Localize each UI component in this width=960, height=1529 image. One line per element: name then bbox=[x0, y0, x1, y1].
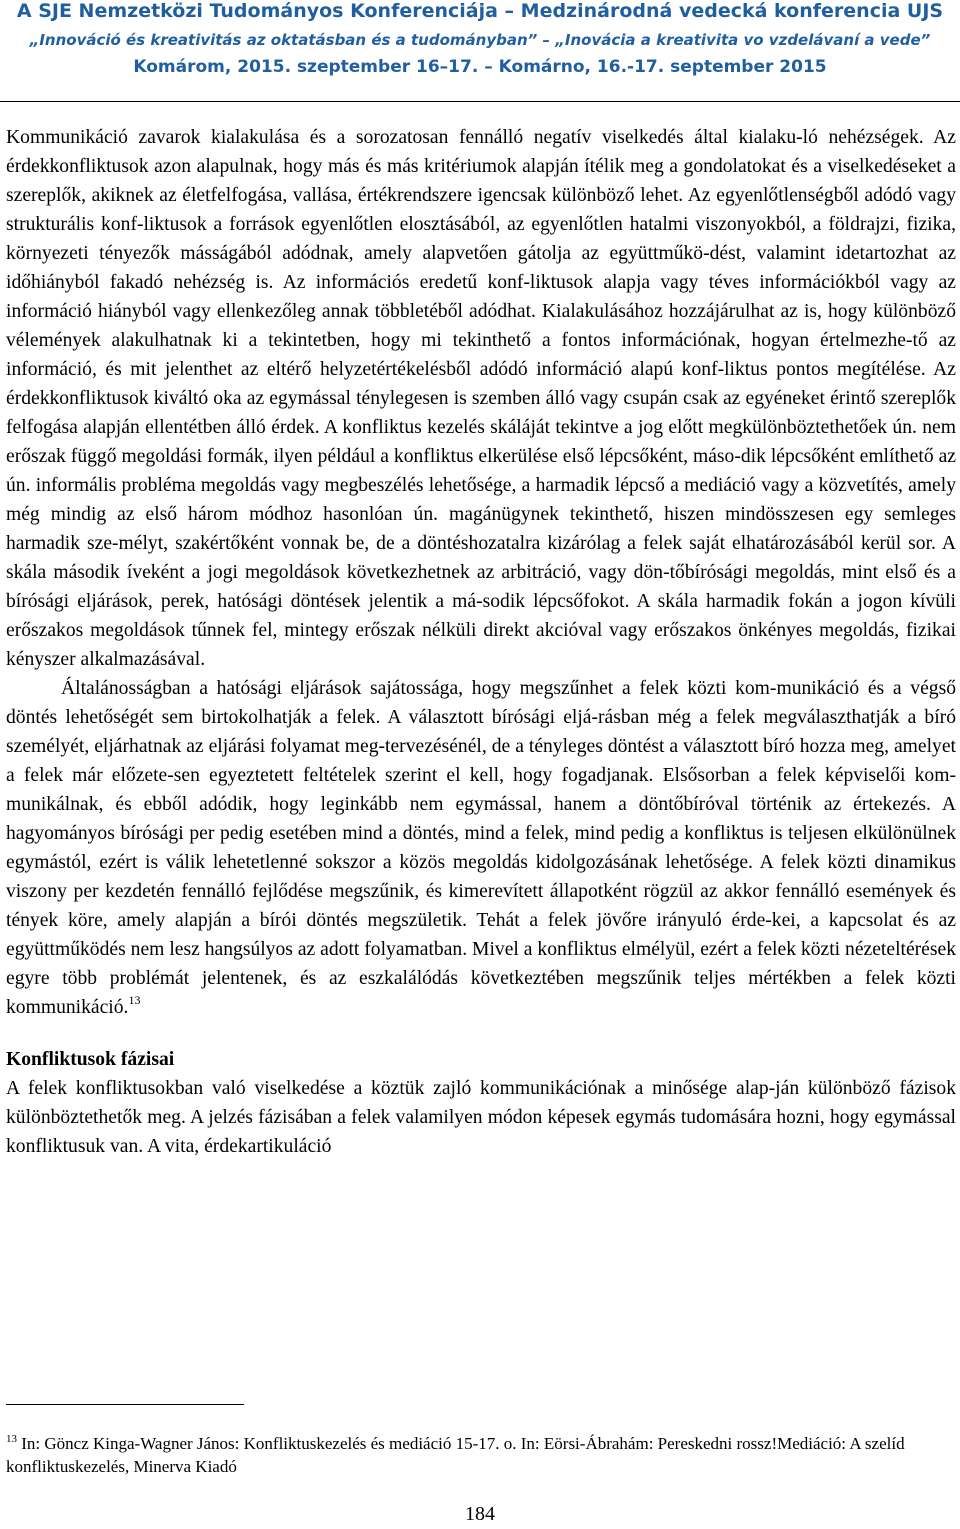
paragraph-1: Kommunikáció zavarok kialakulása és a sorozatosan fennálló negatív viselkedés által kialaku-ló nehézségek. Az érdekkonfliktusok azon alapulnak, hogy más és más kritériumok alapján ítélik meg a gondolatokat és a viselkedéseket a szereplők, akiknek az életfelfogása, vallása, értékrendszere igencsak különböző lehet. Az egyenlőtlenségből adódó vagy strukturális konf-liktusok a források egyenlőtlen elosztásából, az egyenlőtlen hatalmi viszonyokból, a földrajzi, fizika, környezeti tényezők másságából adódnak, amely alapvetően gátolja az együttműkö-dést, valamint idetartozhat az időhiányból fakadó nehézség is. Az információs eredetű konf-liktusok alapja vagy téves információkból vagy az információ hiányból vagy ellenkezőleg annak többletéből adódhat. Kialakulásához hozzájárulhat az is, hogy különböző vélemények alakulhatnak ki a tekintetben, hogy mi tekinthető a fontos információnak, hogyan értelmezhe-tő az információ, és mit jelenthet az eltérő helyzetértékelésből adódó információ alapú konf-liktus pontos megítélése. Az érdekkonfliktusok kiváltó oka az egymással ténylegesen is szemben álló vagy csupán csak az egyéneket érintő szereplők felfogása alapján ellentétben álló érdek. A konfliktus kezelés skáláját tekintve a jog előtt megkülönböztethetőek ún. nem erőszak függő megoldási formák, ilyen például a konfliktus elkerülése első lépcsőként, máso-dik lépcsőként említhető az ún. informális probléma megoldás vagy megbeszélés lehetősége, a harmadik lépcső a mediáció vagy a közvetítés, amely még mindig az első három módhoz hasonlóan ún. magánügynek tekinthető, hiszen mindösszesen egy semleges harmadik sze-mélyt, szakértőként vonnak be, de a döntéshozatalra kizárólag a felek saját elhatározásából kerül sor. A skála második íveként a jogi megoldások következhetnek az arbitráció, vagy dön-tőbírósági megoldás, mint első és a bírósági eljárások, perek, hatósági döntések jelentik a má-sodik lépcsőfokot. A skála harmadik fokán a jogon kívüli erőszakos megoldások tűnnek fel, mintegy erőszak nélküli direkt akcióval vagy erőszakos önkényes megoldás, fizikai kényszer alkalmazásával. bbox=[6, 127, 956, 670]
main-text bbox=[6, 123, 956, 1161]
footnote-text: In: Göncz Kinga-Wagner János: Konfliktuskezelés és mediáció 15-17. o. In: Eörsi-Ábrahám: Pereskedni rossz!Mediáció: A szelíd konfliktuskezelés, Minerva Kiadó bbox=[6, 1434, 905, 1476]
conference-header bbox=[0, 0, 960, 104]
paragraph-2 bbox=[6, 674, 956, 1022]
section-heading: Konfliktusok fázisai bbox=[6, 1049, 175, 1070]
conference-theme: „Innováció és kreativitás az oktatásban és a tudományban” – „Inovácia a kreativita vo vzdelávaní a vede” bbox=[29, 31, 931, 49]
footnote bbox=[6, 1432, 956, 1478]
footnote-divider bbox=[6, 1404, 244, 1405]
conference-title: A SJE Nemzetközi Tudományos Konferenciája – Medzinárodná vedecká konferencia UJS bbox=[16, 0, 944, 22]
page-number: 184 bbox=[465, 1503, 495, 1525]
footnote-number: 13 bbox=[6, 1433, 17, 1445]
paragraph-3: A felek konfliktusokban való viselkedése a köztük zajló kommunikációnak a minősége alap-ján különböző fázisok különböztethetők meg. A jelzés fázisában a felek valamilyen módon képesek egymás tudomására hozni, hogy egymással konfliktusuk van. A vita, érdekartikuláció bbox=[6, 1078, 956, 1157]
conference-date-place: Komárom, 2015. szeptember 16–17. – Komárno, 16.-17. september 2015 bbox=[133, 57, 827, 77]
paragraph-2-text: Általánosságban a hatósági eljárások sajátossága, hogy megszűnhet a felek közti kom-munikáció és a végső döntés lehetőségét sem birtokolhatják a felek. A választott bírósági eljá-rásban még a felek megválaszthatják a bíró személyét, eljárhatnak az eljárási folyamat meg-tervezésénél, de a tényleges döntést a választott bíró hozza meg, amelyet a felek már előzete-sen egyeztetett feltételek szerint el kell, hogy fogadjanak. Elsősorban a felek képviselői kom-munikálnak, és ebből adódik, hogy leginkább nem egymással, hanem a döntőbíróval történik az értekezés. A hagyományos bírósági per pedig esetében mind a döntés, mind a felek, mind pedig a konfliktus is teljesen elkülönülnek egymástól, ezért is válik lehetetlenné sokszor a közös megoldás kidolgozásának lehetősége. A felek közti dinamikus viszony per kezdetén fennálló fejlődése megszűnik, és kimerevített állapotként rögzül az akkor fennálló események és tények köre, amely alapján a bírói döntés megszületik. Tehát a felek jövőre irányuló érde-kei, a kapcsolat és az együttműködés nem lesz hangsúlyos az adott folyamatban. Mivel a konfliktus elmélyül, ezért a felek közti nézeteltérések egyre több problémát jelentenek, és az eszkalálódás következtében megszűnik teljes mértékben a felek közti kommunikáció. bbox=[6, 678, 956, 1018]
footnote-ref[interactable]: 13 bbox=[128, 993, 141, 1007]
header-divider bbox=[0, 101, 960, 102]
